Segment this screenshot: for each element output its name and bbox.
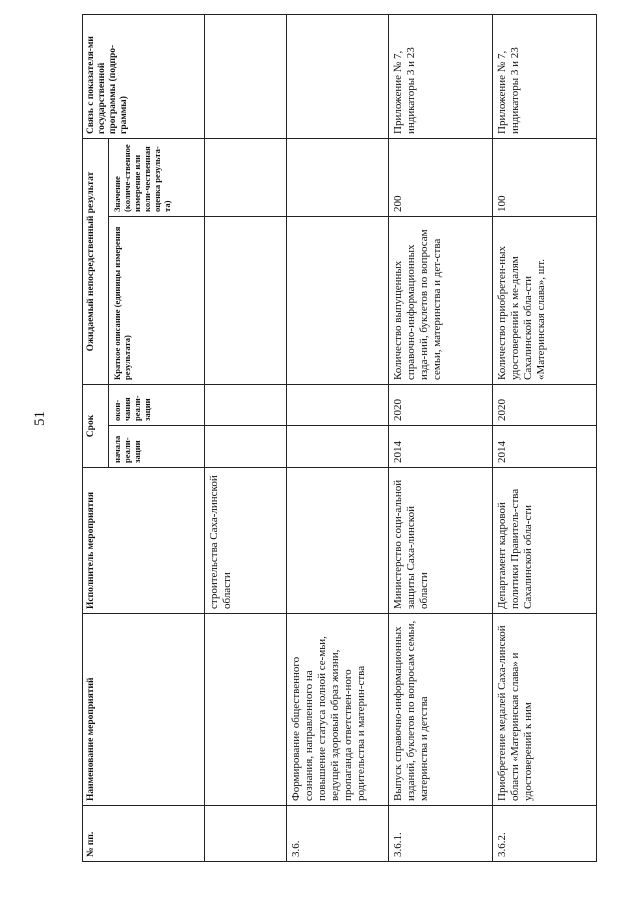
header-term-start: начала реали-зации <box>109 426 205 468</box>
cell-name: Приобретение медалей Саха-линской области «Материнская слава» и удостоверений к ним <box>493 614 597 806</box>
cell-value <box>205 139 287 217</box>
cell-value <box>287 139 389 217</box>
cell-num: 3.6.1. <box>389 806 493 862</box>
page-number: 51 <box>32 411 48 426</box>
header-link: Связь с показателя-ми государственной программы (подпро-граммы) <box>83 15 205 139</box>
header-expected-desc: Краткое описание (единицы измерения результата) <box>109 217 205 385</box>
cell-executor <box>287 468 389 614</box>
cell-link <box>205 15 287 139</box>
cell-desc: Количество выпущенных справочно-информационных изда-ний, буклетов по вопросам семьи, материнства и дет-ства <box>389 217 493 385</box>
header-term-end: окон-чания реали-зации <box>109 385 205 426</box>
cell-name: Выпуск справочно-информационных изданий, буклетов по вопросам семьи, материнства и детства <box>389 614 493 806</box>
cell-end: 2020 <box>389 385 493 426</box>
cell-value: 200 <box>389 139 493 217</box>
cell-link <box>287 15 389 139</box>
cell-num: 3.6. <box>287 806 389 862</box>
cell-executor: строительства Саха-линской области <box>205 468 287 614</box>
cell-executor: Департамент кадровой политики Правитель-ства Сахалинской обла-сти <box>493 468 597 614</box>
cell-start <box>205 426 287 468</box>
cell-link: Приложение № 7, индикаторы 3 и 23 <box>389 15 493 139</box>
cell-desc: Количество приобретен-ных удостоверений к ме-далям Сахалинской обла-сти «Материнская слава», шт. <box>493 217 597 385</box>
cell-end: 2020 <box>493 385 597 426</box>
cell-desc <box>287 217 389 385</box>
header-expected-value: Значение (количе-ственное измерение или коли-чественная оценка результа-та) <box>109 139 205 217</box>
cell-name: Формирование общественного сознания, направленного на повышение статуса полной се-мьи, ведущей здоровый образ жизни, пропаганда ответствен-ного родительства и материн-ства <box>287 614 389 806</box>
rotated-table-container <box>82 15 597 862</box>
cell-end <box>205 385 287 426</box>
cell-num <box>205 806 287 862</box>
cell-value: 100 <box>493 139 597 217</box>
cell-name <box>205 614 287 806</box>
cell-desc <box>205 217 287 385</box>
header-num: № пп. <box>83 806 205 862</box>
header-expected: Ожидаемый непосредственный результат <box>83 139 109 385</box>
cell-start: 2014 <box>389 426 493 468</box>
cell-num: 3.6.2. <box>493 806 597 862</box>
table-row <box>205 15 287 862</box>
cell-executor: Министерство соци-альной защиты Саха-линской области <box>389 468 493 614</box>
header-term: Срок <box>83 385 109 468</box>
cell-start: 2014 <box>493 426 597 468</box>
cell-start <box>287 426 389 468</box>
table-row <box>493 15 597 862</box>
header-name: Наименование мероприятий <box>83 614 205 806</box>
table-row <box>287 15 389 862</box>
header-executor: Исполнитель мероприятия <box>83 468 205 614</box>
table-row <box>389 15 493 862</box>
cell-link: Приложение № 7, индикаторы 3 и 23 <box>493 15 597 139</box>
cell-end <box>287 385 389 426</box>
events-table <box>82 14 597 862</box>
